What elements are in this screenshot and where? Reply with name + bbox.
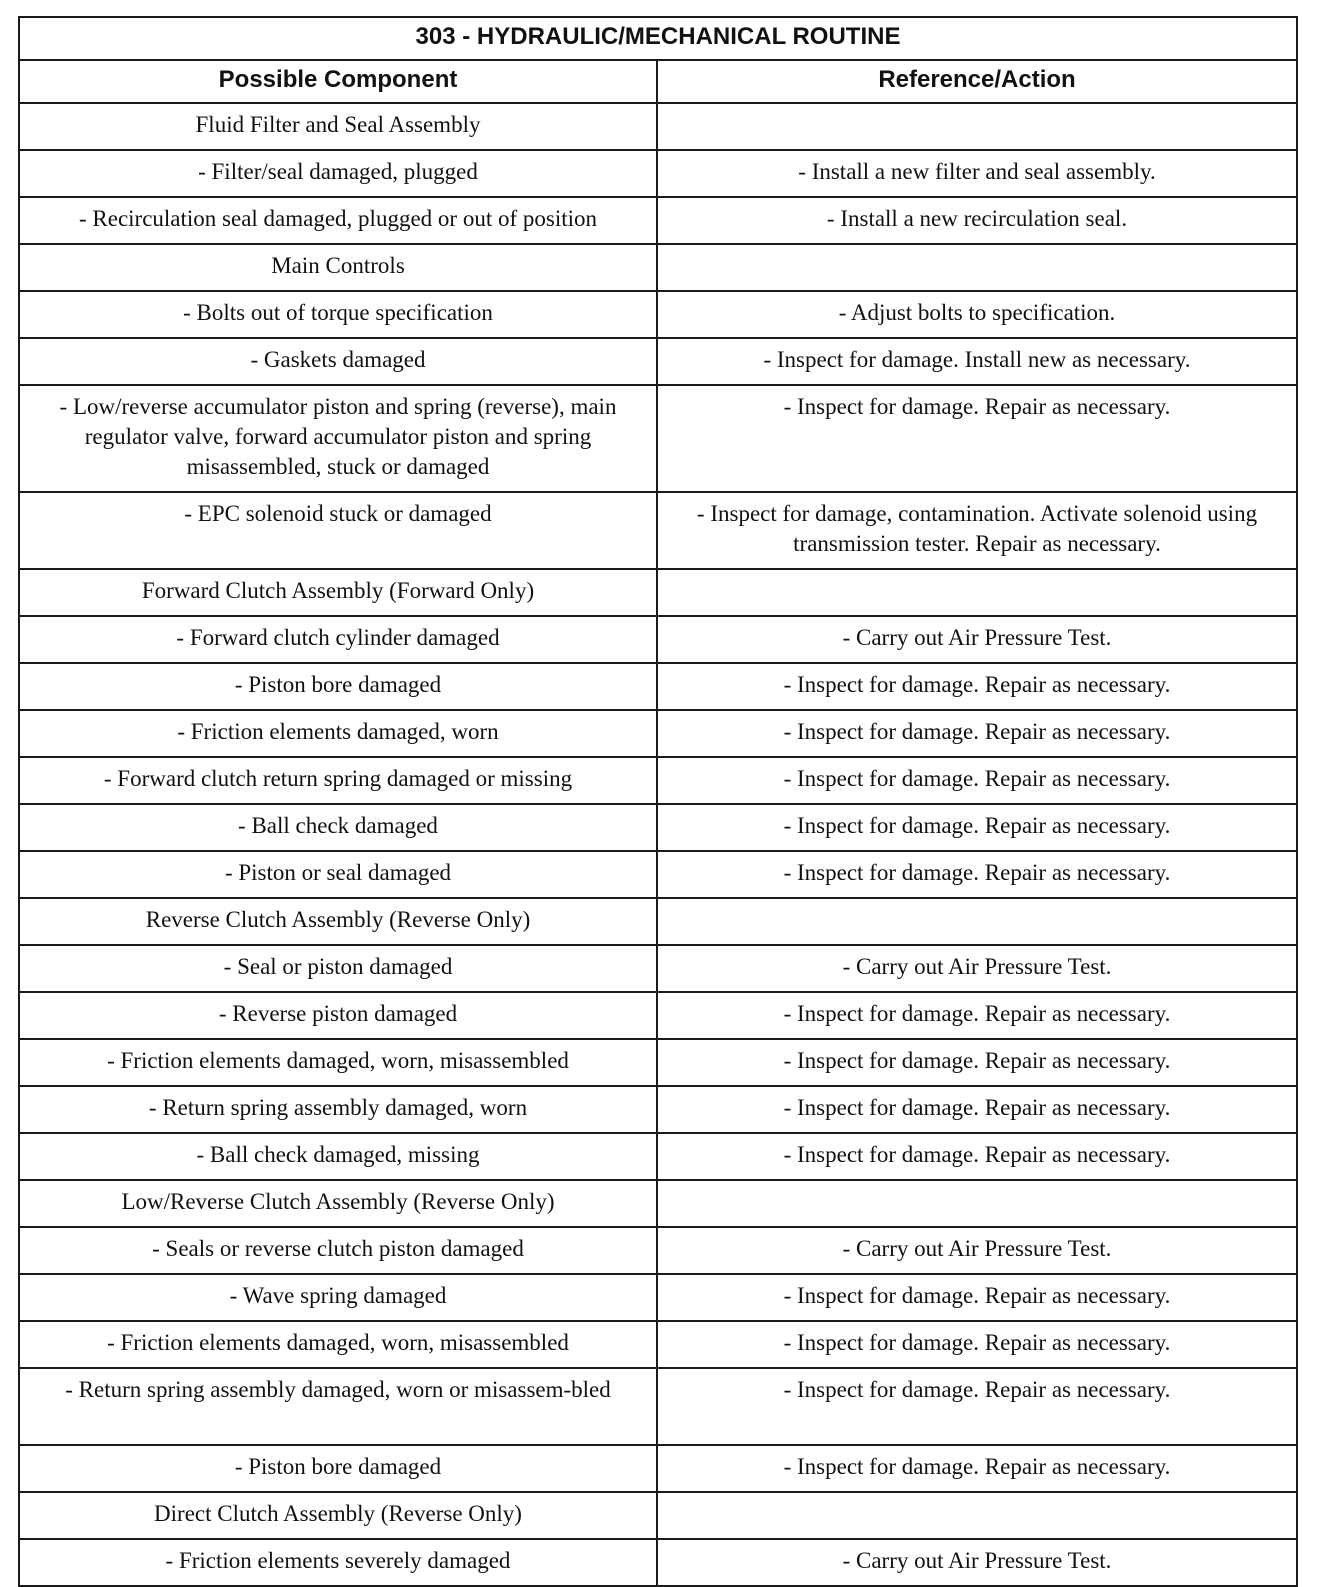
table-row — [19, 385, 1297, 492]
action-cell: - Inspect for damage. Repair as necessary. — [657, 663, 1297, 710]
table-row — [19, 1492, 1297, 1539]
component-cell: - Ball check damaged — [19, 804, 657, 851]
component-cell: - Return spring assembly damaged, worn — [19, 1086, 657, 1133]
table-row — [19, 757, 1297, 804]
component-cell: - Seals or reverse clutch piston damaged — [19, 1227, 657, 1274]
action-cell: - Inspect for damage. Repair as necessary. — [657, 1445, 1297, 1492]
table-row — [19, 945, 1297, 992]
table-row — [19, 616, 1297, 663]
component-cell: - Forward clutch return spring damaged or missing — [19, 757, 657, 804]
component-cell: - Recirculation seal damaged, plugged or out of position — [19, 197, 657, 244]
table-row — [19, 103, 1297, 150]
table-row — [19, 710, 1297, 757]
action-cell — [657, 1180, 1297, 1227]
table-row — [19, 338, 1297, 385]
action-cell: - Carry out Air Pressure Test. — [657, 616, 1297, 663]
table-row — [19, 1133, 1297, 1180]
action-cell: - Carry out Air Pressure Test. — [657, 1539, 1297, 1586]
component-cell: Fluid Filter and Seal Assembly — [19, 103, 657, 150]
component-cell: - Reverse piston damaged — [19, 992, 657, 1039]
component-cell: - Ball check damaged, missing — [19, 1133, 657, 1180]
table-row — [19, 197, 1297, 244]
component-cell: - Low/reverse accumulator piston and spring (reverse), main regulator valve, forward accumulator piston and spring misassembled, stuck or damaged — [19, 385, 657, 492]
action-cell: - Inspect for damage. Repair as necessary. — [657, 804, 1297, 851]
action-cell: - Inspect for damage. Install new as necessary. — [657, 338, 1297, 385]
component-cell: - Friction elements damaged, worn, misassembled — [19, 1039, 657, 1086]
action-cell: - Inspect for damage. Repair as necessary. — [657, 992, 1297, 1039]
table-row — [19, 244, 1297, 291]
component-cell: - Return spring assembly damaged, worn or misassem-bled — [19, 1368, 657, 1445]
header-row — [19, 60, 1297, 103]
table-row — [19, 291, 1297, 338]
table-row — [19, 1227, 1297, 1274]
table-body — [19, 103, 1297, 1586]
column-header-component: Possible Component — [19, 60, 657, 103]
action-cell: - Inspect for damage. Repair as necessary. — [657, 851, 1297, 898]
action-cell: - Inspect for damage. Repair as necessary. — [657, 1086, 1297, 1133]
table-row — [19, 1539, 1297, 1586]
component-cell: - Filter/seal damaged, plugged — [19, 150, 657, 197]
table-row — [19, 1180, 1297, 1227]
component-cell: - EPC solenoid stuck or damaged — [19, 492, 657, 569]
table-row — [19, 1274, 1297, 1321]
action-cell — [657, 103, 1297, 150]
action-cell: - Inspect for damage. Repair as necessary. — [657, 385, 1297, 492]
table-row — [19, 1321, 1297, 1368]
component-cell: - Piston or seal damaged — [19, 851, 657, 898]
component-cell: - Bolts out of torque specification — [19, 291, 657, 338]
table-row — [19, 992, 1297, 1039]
table-row — [19, 804, 1297, 851]
title-row — [19, 17, 1297, 60]
component-cell: - Wave spring damaged — [19, 1274, 657, 1321]
action-cell: - Inspect for damage. Repair as necessary. — [657, 1274, 1297, 1321]
table-row — [19, 851, 1297, 898]
column-header-action: Reference/Action — [657, 60, 1297, 103]
action-cell: - Inspect for damage. Repair as necessary. — [657, 757, 1297, 804]
component-cell: - Friction elements severely damaged — [19, 1539, 657, 1586]
component-cell: - Friction elements damaged, worn — [19, 710, 657, 757]
component-cell: Direct Clutch Assembly (Reverse Only) — [19, 1492, 657, 1539]
action-cell: - Inspect for damage. Repair as necessary. — [657, 1133, 1297, 1180]
table-row — [19, 1368, 1297, 1445]
table-row — [19, 150, 1297, 197]
component-cell: Forward Clutch Assembly (Forward Only) — [19, 569, 657, 616]
action-cell: - Adjust bolts to specification. — [657, 291, 1297, 338]
component-cell: Low/Reverse Clutch Assembly (Reverse Only) — [19, 1180, 657, 1227]
component-cell: - Friction elements damaged, worn, misassembled — [19, 1321, 657, 1368]
component-cell: - Piston bore damaged — [19, 663, 657, 710]
action-cell: - Carry out Air Pressure Test. — [657, 945, 1297, 992]
action-cell: - Install a new recirculation seal. — [657, 197, 1297, 244]
component-cell: - Seal or piston damaged — [19, 945, 657, 992]
action-cell: - Install a new filter and seal assembly. — [657, 150, 1297, 197]
component-cell: - Piston bore damaged — [19, 1445, 657, 1492]
routine-table — [18, 16, 1298, 1587]
table-row — [19, 492, 1297, 569]
table-title: 303 - HYDRAULIC/MECHANICAL ROUTINE — [19, 17, 1297, 60]
component-cell: Reverse Clutch Assembly (Reverse Only) — [19, 898, 657, 945]
table-row — [19, 569, 1297, 616]
table-row — [19, 1086, 1297, 1133]
action-cell — [657, 1492, 1297, 1539]
action-cell: - Inspect for damage, contamination. Activate solenoid using transmission tester. Repair as necessary. — [657, 492, 1297, 569]
action-cell — [657, 244, 1297, 291]
table-row — [19, 663, 1297, 710]
action-cell: - Inspect for damage. Repair as necessary. — [657, 1368, 1297, 1445]
table-row — [19, 1445, 1297, 1492]
action-cell: - Inspect for damage. Repair as necessary. — [657, 1039, 1297, 1086]
action-cell: - Inspect for damage. Repair as necessary. — [657, 1321, 1297, 1368]
table-row — [19, 1039, 1297, 1086]
component-cell: Main Controls — [19, 244, 657, 291]
component-cell: - Forward clutch cylinder damaged — [19, 616, 657, 663]
action-cell — [657, 898, 1297, 945]
action-cell: - Inspect for damage. Repair as necessary. — [657, 710, 1297, 757]
action-cell — [657, 569, 1297, 616]
action-cell: - Carry out Air Pressure Test. — [657, 1227, 1297, 1274]
component-cell: - Gaskets damaged — [19, 338, 657, 385]
table-row — [19, 898, 1297, 945]
